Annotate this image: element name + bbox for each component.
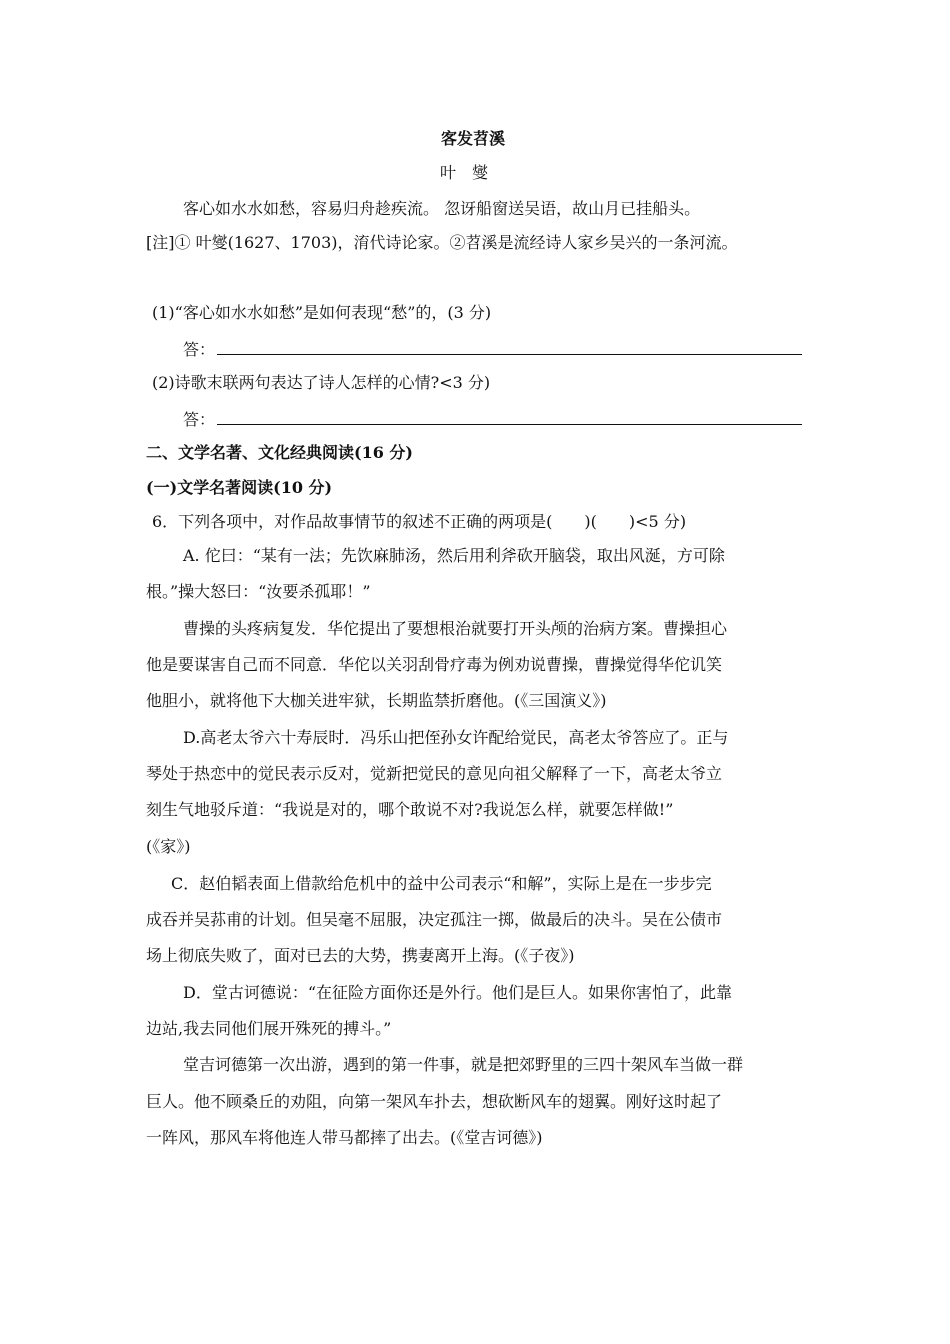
question-2: (2)诗歌末联两句表达了诗人怎样的心情?<3 分) [152,373,491,392]
option-d-line-3: 堂吉诃德第一次出游，遇到的第一件事，就是把郊野里的三四十架风车当做一群 [183,1055,744,1074]
answer-label-1: 答： [183,340,216,359]
option-d-line-4: 巨人。他不顾桑丘的劝阻，向第一架风车扑去，想砍断风车的翅翼。刚好这时起了 [146,1092,723,1111]
option-a-line-2: 根。”操大怒曰：“汝要杀孤耶！” [146,582,371,601]
answer-blank-2[interactable] [217,424,802,425]
answer-blank-1[interactable] [217,354,802,355]
poem-author: 叶 燮 [440,163,489,182]
option-b-line-2: 琴处于热恋中的觉民表示反对，觉新把觉民的意见向祖父解释了一下，高老太爷立 [146,764,723,783]
option-d-line-1: D．堂古诃德说：“在征险方面你还是外行。他们是巨人。如果你害怕了，此靠 [183,983,733,1002]
option-a-line-4: 他是要谋害自己而不同意．华佗以关羽刮骨疗毒为例劝说曹操，曹操觉得华佗讥笑 [146,655,723,674]
option-b-line-1: D.高老太爷六十寿辰时．冯乐山把侄孙女许配给觉民，高老太爷答应了。正与 [183,728,729,747]
poem-text: 客心如水水如愁，容易归舟趁疾流。 忽讶船窗送吴语，故山月已挂船头。 [183,199,701,218]
option-c-line-1: C．赵伯韬表面上借款给危机中的益中公司表示“和解”，实际上是在一步步完 [171,874,712,893]
question-1: (1)“客心如水水如愁”是如何表现“愁”的，(3 分) [152,303,492,322]
option-a-line-5: 他胆小，就将他下大枷关进牢狱，长期监禁折磨他。(《三国演义》) [146,691,607,710]
option-d-line-5: 一阵风，那风车将他连人带马都摔了出去。(《堂吉诃德》) [146,1128,543,1147]
option-d-line-2: 边站,我去同他们展开殊死的搏斗。” [146,1019,392,1038]
section-2-heading: 二、文学名著、文化经典阅读(16 分) [146,443,413,462]
option-b-line-4: (《家》) [146,837,191,856]
poem-note: [注]① 叶燮(1627、1703)，淯代诗论家。②苕溪是流经诗人家乡吴兴的一条河流。 [146,233,738,252]
section-2-subheading: (一)文学名著阅读(10 分) [146,478,333,497]
option-a-line-1: A. 佗曰：“某有一法；先饮麻肺汤，然后用利斧砍开脑袋，取出风涎，方可除 [183,546,725,565]
poem-title: 客发苕溪 [441,129,506,148]
option-c-line-2: 成吞并吴荪甫的计划。但吴毫不屈服，决定孤注一掷，做最后的决斗。吴在公债市 [146,910,723,929]
option-a-line-3: 曹操的头疼病复发．华佗提出了要想根治就要打开头颅的治病方案。曹操担心 [183,619,728,638]
option-c-line-3: 场上彻底失败了，面对已去的大势，携妻离开上海。(《子夜》) [146,946,575,965]
question-6-stem: 6．下列各项中，对作品故事情节的叙述不正确的两项是( )( )<5 分) [152,512,687,531]
answer-label-2: 答： [183,410,216,429]
option-b-line-3: 刻生气地驳斥道：“我说是对的，哪个敢说不对?我说怎么样，就要怎样做!” [146,800,674,819]
